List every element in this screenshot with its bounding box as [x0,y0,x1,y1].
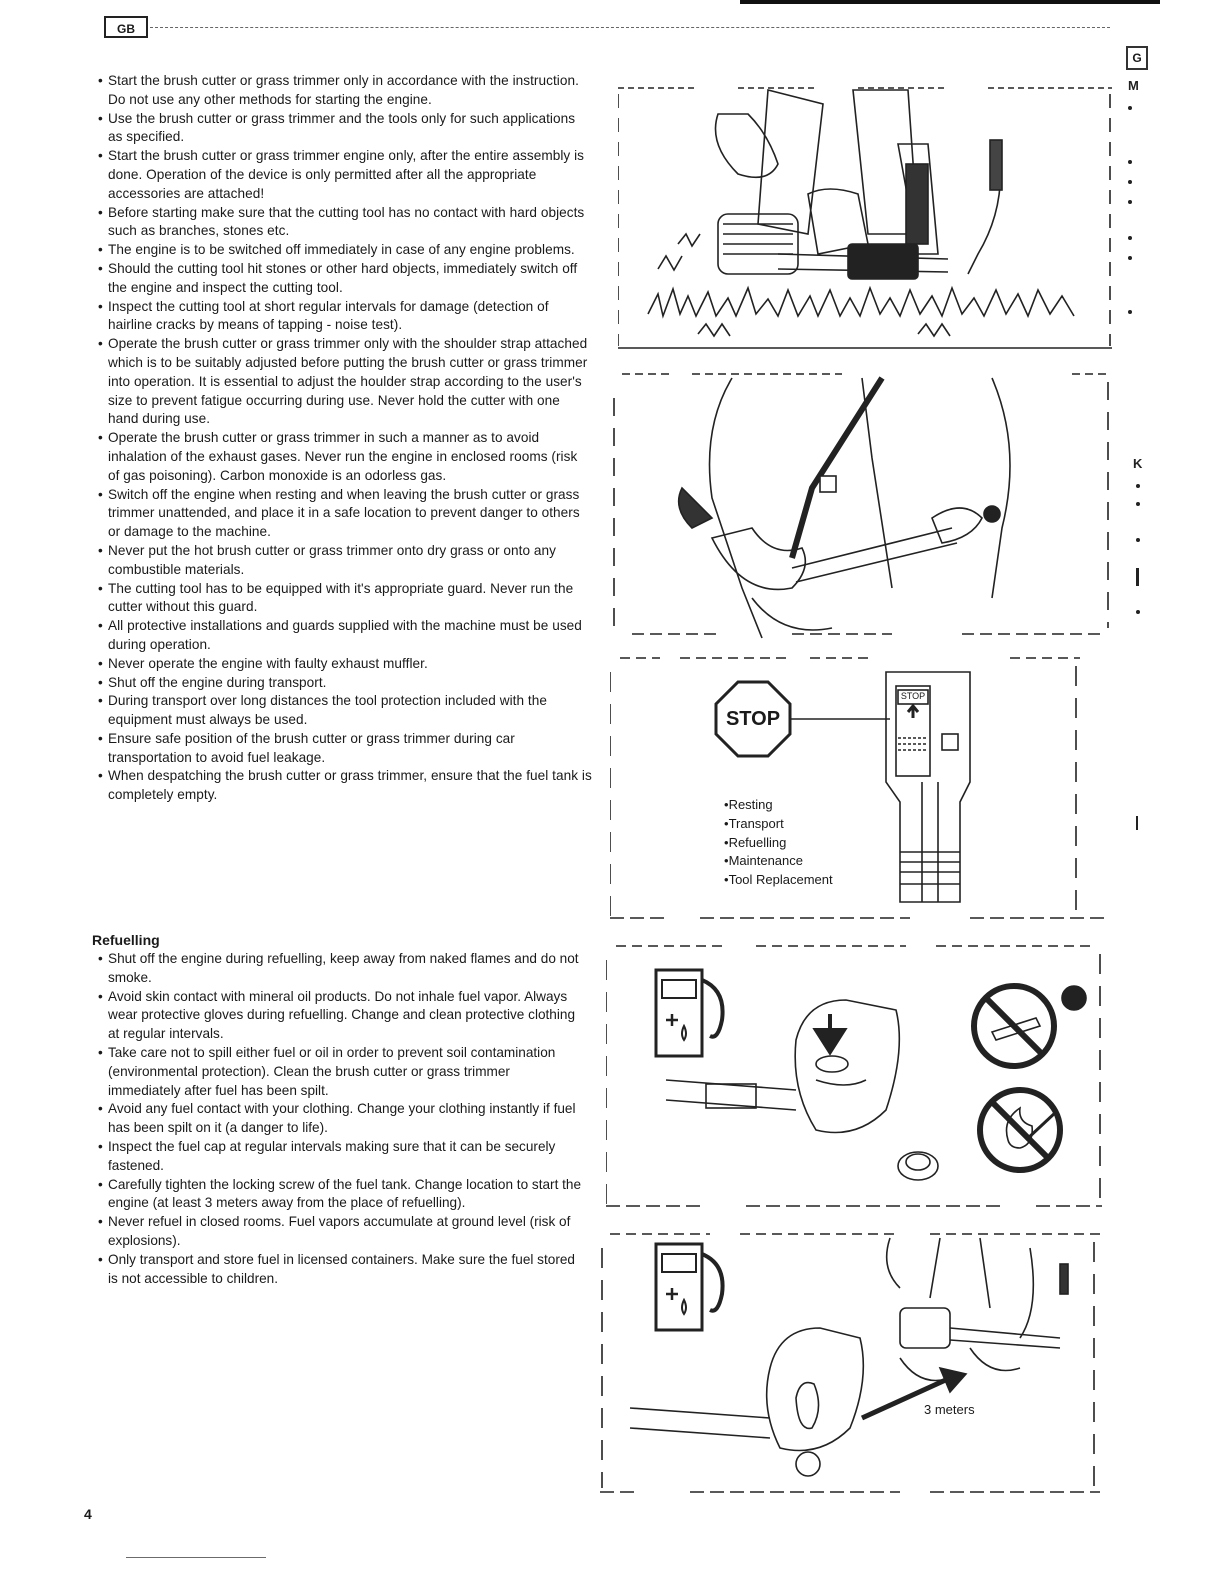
list-item: • Inspect the fuel cap at regular intervals making sure that it can be securely fastened. [98,1138,584,1176]
start-distance-drawing [600,1228,1102,1498]
distance-label: 3 meters [924,1402,975,1417]
stop-switch-panel [610,652,1104,922]
list-item: • Inspect the cutting tool at short regular intervals for damage (detection of hairline cracks by means of tapping - noise test). [98,298,592,336]
list-item: • Before starting make sure that the cutting tool has no contact with hard objects such as branches, stones etc. [98,204,592,242]
stop-switch-drawing [610,652,1104,922]
list-item: • The engine is to be switched off immediately in case of any engine problems. [98,241,592,260]
list-item: • Shut off the engine during transport. [98,674,592,693]
edge-fragment: K [1133,456,1143,471]
list-item: • Shut off the engine during refuelling, keep away from naked flames and do not smoke. [98,950,584,988]
refuelling-warning-drawing [606,940,1104,1216]
list-item: • Never refuel in closed rooms. Fuel vapors accumulate at ground level (risk of explosions). [98,1213,584,1251]
edge-marks-drawing [1126,96,1146,836]
list-item: • Avoid skin contact with mineral oil products. Do not inhale fuel vapor. Always wear protective gloves during refuelling. Change and clean protective clothing at regular intervals. [98,988,584,1044]
footer-rule [126,1557,266,1558]
list-item: • Refuelling [724,834,833,853]
list-item: • All protective installations and guards supplied with the machine must be used during operation. [98,617,592,655]
list-item: • Maintenance [724,852,833,871]
list-item: • Start the brush cutter or grass trimmer engine only, after the entire assembly is done. Operation of the device is only permitted after all the appropriate accessories are attached! [98,147,592,203]
list-item: • Resting [724,796,833,815]
top-edge-bar [740,0,1160,4]
list-item: • Ensure safe position of the brush cutter or grass trimmer during car transportation to avoid fuel leakage. [98,730,592,768]
edge-marks [1126,96,1146,836]
list-item: • Carefully tighten the locking screw of the fuel tank. Change location to start the engine (at least 3 meters away from the place of refuelling). [98,1176,584,1214]
page-number: 4 [84,1506,92,1522]
trimmer-operation-illustration [618,84,1112,356]
list-item: • Should the cutting tool hit stones or other hard objects, immediately switch off the engine and inspect the cutting tool. [98,260,592,298]
list-item: • Operate the brush cutter or grass trimmer only with the shoulder strap attached which is to be suitably adjusted before putting the brush cutter or grass trimmer into operation. It is essential to adjust the houlder strap according to the user's size to prevent fatigue occurring during use. Never hold the cutter with one hand during use. [98,335,592,429]
refuelling-heading: Refuelling [92,932,160,948]
list-item: • Never put the hot brush cutter or grass trimmer onto dry grass or onto any combustible materials. [98,542,592,580]
list-item: • Only transport and store fuel in licensed containers. Make sure the fuel stored is not accessible to children. [98,1251,584,1289]
language-tag: GB [104,16,148,38]
list-item: • Transport [724,815,833,834]
refuelling-list [98,950,584,1288]
refuelling-warning-illustration [606,940,1104,1216]
list-item: • Avoid any fuel contact with your clothing. Change your clothing instantly if fuel has been spilt on it (a danger to life). [98,1100,584,1138]
start-distance-illustration [600,1228,1102,1498]
stop-sign-label: STOP [725,708,781,730]
list-item: • Never operate the engine with faulty exhaust muffler. [98,655,592,674]
trimmer-operation-drawing [618,84,1112,356]
next-page-language-tag: G [1126,46,1148,70]
list-item: • Take care not to spill either fuel or oil in order to prevent soil contamination (environmental protection). Clean the brush cutter or grass trimmer immediately after fuel has been spilt. [98,1044,584,1100]
header-rule [150,27,1110,28]
stop-switch-label: STOP [900,691,926,701]
list-item: • Switch off the engine when resting and when leaving the brush cutter or grass trimmer unattended, and place it in a safe location to prevent danger to others or damage to the machine. [98,486,592,542]
shoulder-strap-illustration [612,368,1112,644]
stop-conditions-list [724,796,833,890]
list-item: • Use the brush cutter or grass trimmer and the tools only for such applications as specified. [98,110,592,148]
list-item: • The cutting tool has to be equipped with it's appropriate guard. Never run the cutter without this guard. [98,580,592,618]
edge-fragment: M [1128,78,1139,93]
safety-instructions-list [98,72,592,805]
list-item: • Tool Replacement [724,871,833,890]
list-item: • During transport over long distances the tool protection included with the equipment must always be used. [98,692,592,730]
shoulder-strap-drawing [612,368,1112,644]
list-item: • When despatching the brush cutter or grass trimmer, ensure that the fuel tank is completely empty. [98,767,592,805]
list-item: • Operate the brush cutter or grass trimmer in such a manner as to avoid inhalation of the exhaust gases. Never run the engine in enclosed rooms (risk of gas poisoning). Carbon monoxide is an odorless gas. [98,429,592,485]
list-item: • Start the brush cutter or grass trimmer only in accordance with the instruction. Do not use any other methods for starting the engine. [98,72,592,110]
